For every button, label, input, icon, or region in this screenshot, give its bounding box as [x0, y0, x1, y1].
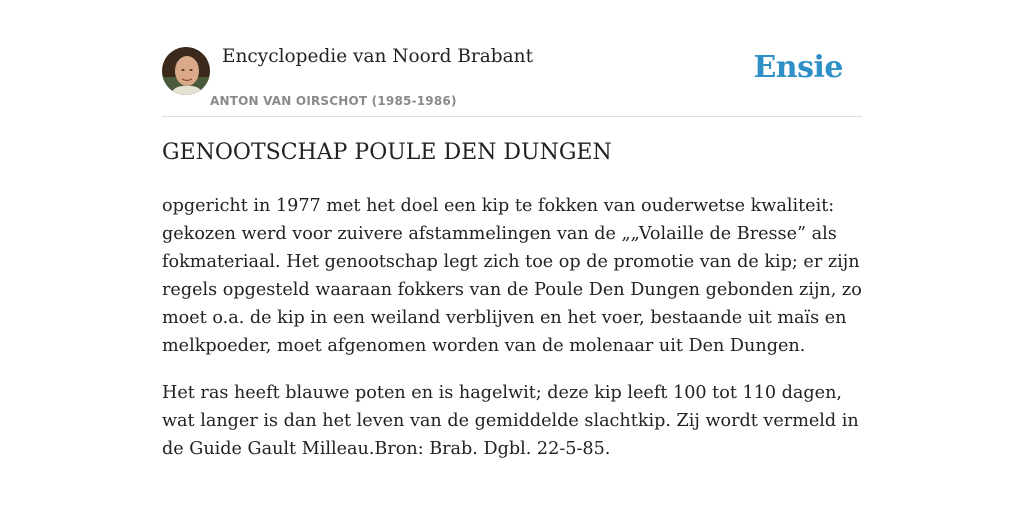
article-paragraph: Het ras heeft blauwe poten en is hagelwit; deze kip leeft 100 tot 110 dagen, wat langer is dan het leven van de gemiddelde slachtkip. Zij wordt vermeld in de Guide Gault Milleau.Bron: Brab. Dgbl. 22-5-85.: [162, 383, 859, 459]
source-header: [162, 0, 862, 117]
article-title: GENOOTSCHAP POULE DEN DUNGEN: [162, 140, 612, 165]
ensie-logo[interactable]: Ensie: [753, 50, 843, 85]
page-container: [162, 0, 862, 459]
author-avatar[interactable]: [162, 47, 210, 95]
article-paragraph: opgericht in 1977 met het doel een kip te fokken van ouderwetse kwaliteit: gekozen werd voor zuivere afstammelingen van de „„Volaille de Bresse” als fokmateriaal. Het genootschap legt zich toe op de promotie van de kip; er zijn regels opgesteld waaraan fokkers van de Poule Den Dungen gebonden zijn, zo moet o.a. de kip in een weiland verblijven en het voer, bestaande uit maïs en melkpoeder, moet afgenomen worden van de molenaar uit Den Dungen.: [162, 196, 862, 356]
author-portrait-icon: [162, 47, 210, 95]
author-name[interactable]: ANTON VAN OIRSCHOT (1985-1986): [210, 94, 457, 108]
source-title[interactable]: Encyclopedie van Noord Brabant: [222, 46, 534, 67]
article-body: [162, 192, 862, 482]
